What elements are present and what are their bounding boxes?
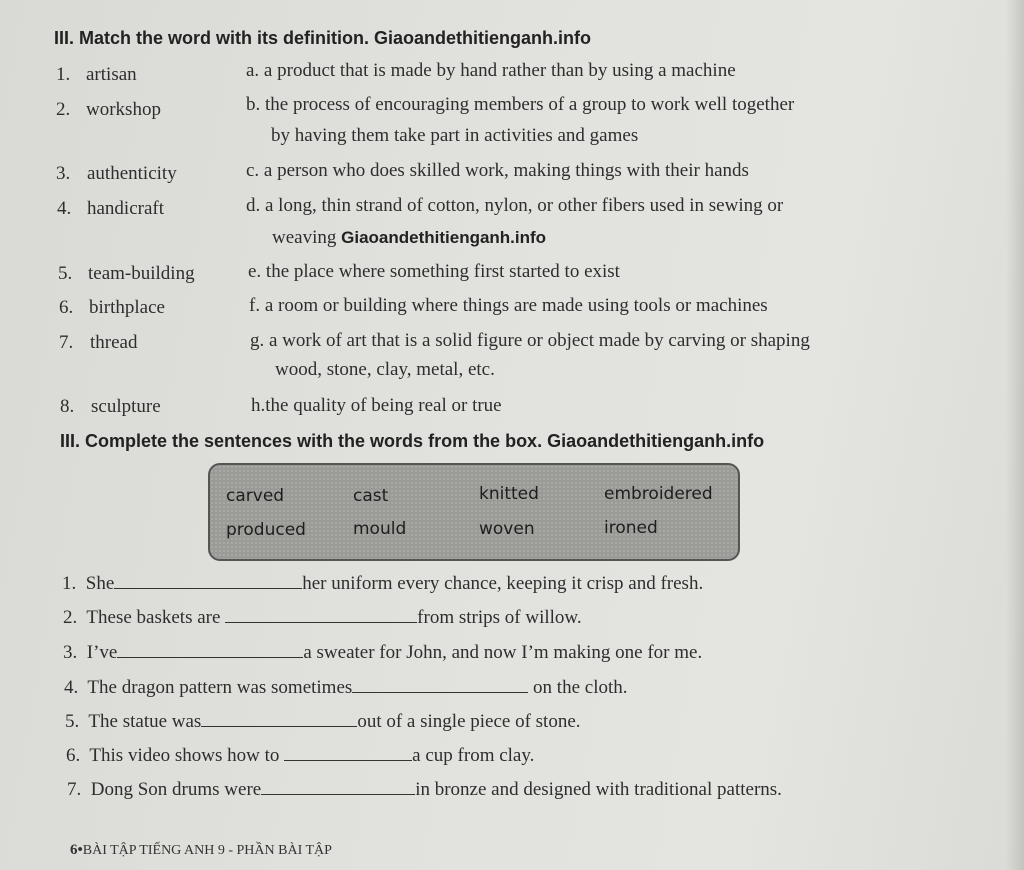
match-number: 4. [57,198,72,219]
match-number: 6. [59,297,74,318]
sentence-before: These baskets are [86,607,226,628]
sentence-before: She [85,573,115,594]
match-definition-cont: by having them take part in activities and games [271,125,639,146]
sentence-before: The statue was [88,711,202,732]
match-word: handicraft [87,198,165,219]
page-footer [70,842,332,859]
sentence-before: Dong Son drums were [90,779,262,800]
match-number: 3. [56,163,71,184]
match-definition: d. a long, thin strand of cotton, nylon, or other fibers used in sewing or [246,195,784,216]
box-word: ironed [604,518,658,538]
sentence-before: I’ve [86,642,118,663]
match-word: thread [90,332,138,353]
match-word: sculpture [91,396,161,417]
match-number: 5. [58,263,73,284]
match-definition: h.the quality of being real or true [251,395,502,416]
sentence-before: This video shows how to [89,745,285,766]
sentence-number: 3. [63,642,78,663]
sentence-after: on the cloth. [528,677,628,698]
answer-blank[interactable] [284,744,412,761]
box-word: carved [226,486,285,506]
match-definition-cont: wood, stone, clay, metal, etc. [275,359,495,380]
sentence-after: a cup from clay. [412,745,535,766]
sentence-number: 6. [66,745,81,766]
sentence-item [62,572,703,595]
answer-blank[interactable] [352,676,528,693]
match-word: team-building [88,263,195,284]
match-definition: f. a room or building where things are made using tools or machines [249,295,768,316]
page-number: 6• [70,842,83,858]
word-box [208,463,740,561]
sentence-number: 5. [65,711,80,732]
match-definition: g. a work of art that is a solid figure or object made by carving or shaping [250,330,810,351]
match-number: 2. [56,99,71,120]
sentence-item [63,606,582,629]
sentence-item [63,641,702,664]
match-number: 7. [59,332,74,353]
sentence-after: from strips of willow. [417,607,582,628]
sentence-number: 4. [64,677,79,698]
page-edge-shadow [1006,0,1024,870]
match-word: artisan [86,64,137,85]
box-word: embroidered [604,484,713,504]
sentence-item [64,676,628,699]
match-definition: e. the place where something first started to exist [248,261,620,282]
match-definition-cont [272,227,546,249]
sentence-after: a sweater for John, and now I’m making one for me. [303,642,703,663]
match-definition: b. the process of encouraging members of a group to work well together [246,94,795,115]
sentence-after: her uniform every chance, keeping it crisp and fresh. [302,573,704,594]
match-definition: a. a product that is made by hand rather than by using a machine [246,60,736,81]
sentence-item [67,778,782,801]
watermark-text: Giaoandethitienganh.info [341,228,547,247]
answer-blank[interactable] [117,641,303,658]
section2-heading: III. Complete the sentences with the words from the box. Giaoandethitienganh.info [60,431,765,451]
sentence-item [66,744,534,767]
answer-blank[interactable] [201,710,357,727]
match-word: authenticity [87,163,177,184]
match-word: workshop [86,99,161,120]
match-definition: c. a person who does skilled work, making things with their hands [246,160,749,181]
match-word: birthplace [89,297,165,318]
box-word: cast [353,486,389,506]
sentence-number: 2. [63,607,78,628]
box-word: produced [226,520,306,540]
sentence-number: 7. [67,779,82,800]
answer-blank[interactable] [225,606,417,623]
answer-blank[interactable] [261,778,415,795]
sentence-before: The dragon pattern was sometimes [87,677,353,698]
book-title: BÀI TẬP TIẾNG ANH 9 - PHẦN BÀI TẬP [82,843,332,858]
box-word: knitted [479,484,539,504]
sentence-number: 1. [62,573,77,594]
definition-text: weaving [272,227,337,248]
match-number: 8. [60,396,75,417]
section1-heading: III. Match the word with its definition. Giaoandethitienganh.info [54,28,591,48]
box-word: woven [479,519,535,539]
answer-blank[interactable] [114,572,302,589]
sentence-item [65,710,581,733]
sentence-after: out of a single piece of stone. [357,711,581,732]
sentence-after: in bronze and designed with traditional patterns. [415,779,782,800]
match-number: 1. [56,64,71,85]
box-word: mould [353,519,407,539]
